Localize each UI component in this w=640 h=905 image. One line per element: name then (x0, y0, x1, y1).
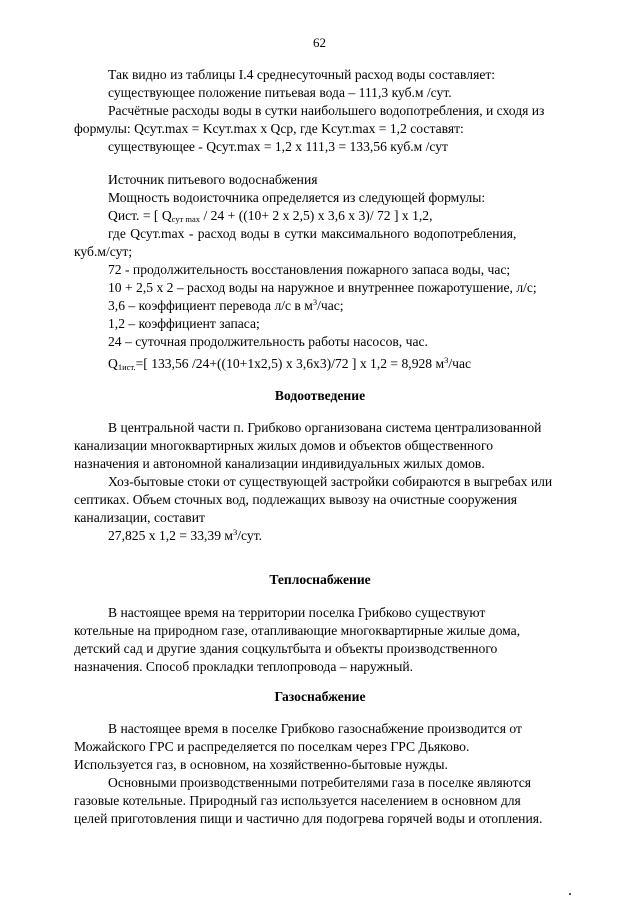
sewerage-p2-line3: канализации, составит (74, 510, 205, 525)
sewerage-p1-line1: В центральной части п. Грибково организована система централизованной (108, 420, 542, 435)
gas-p1-line3: Используется газ, в основном, на хозяйственно-бытовые нужды. (74, 757, 448, 772)
definition-3: 3,6 – коэффициент перевода л/с в $м^3$/час; (108, 297, 344, 313)
gas-p2-line2: газовые котельные. Природный газ используется населением в основном для (74, 793, 521, 808)
scan-speck (569, 893, 571, 895)
gas-title: Газоснабжение (274, 689, 366, 704)
water-p1-line1: Так видно из таблицы I.4 среднесуточный расход воды составляет: (108, 67, 496, 82)
gas-p1-line2: Можайского ГРС и распределяется по поселкам через ГРС Дьяково. (74, 739, 470, 754)
source-formula (108, 207, 433, 224)
source-title: Источник питьевого водоснабжения (108, 172, 318, 187)
formula-q: Qист. (108, 208, 140, 223)
water-p1-line2: существующее положение питьевая вода – 111,3 куб.м /сут. (108, 85, 452, 100)
heating-line1: В настоящее время на территории поселка Грибково существуют (108, 605, 486, 620)
source-result: $Q_{1ист.}=$[ 133,56 /24+((10+1x2,5) x 3,6x3)/72 ] x 1,2 = 8,928 $м^3$/час (108, 355, 472, 372)
water-p2-line1: Расчётные расходы воды в сутки наибольшего водопотребления, и сходя из (108, 103, 545, 118)
water-p2-line2: формулы: Qсут.max = Kсут.max x Qср, где Kсут.max = 1,2 составят: (74, 121, 464, 136)
heating-title: Теплоснабжение (269, 572, 371, 587)
sewerage-p2-line2: септиках. Объем сточных вод, подлежащих вывозу на очистные сооружения (74, 492, 518, 507)
page-number: 62 (313, 35, 326, 50)
definition-5: 24 – суточная продолжительность работы насосов, час. (108, 334, 428, 349)
definition-2: 10 + 2,5 x 2 – расход воды на наружное и внутреннее пожаротушение, л/с; (108, 280, 537, 295)
sewerage-p1-line2: канализации многоквартирных жилых домов и объектов общественного (74, 438, 494, 453)
sewerage-p2-line1: Хоз-бытовые стоки от существующей застройки собираются в выгребах или (108, 474, 553, 489)
where-line1: где Qсут.max - расход воды в сутки максимального водопотребления, (108, 226, 517, 241)
definition-1: 72 - продолжительность восстановления пожарного запаса воды, час; (108, 262, 511, 277)
water-p2-line3: существующее - Qсут.max = 1,2 x 111,3 = 133,56 куб.м /сут (108, 139, 449, 154)
definition-4: 1,2 – коэффициент запаса; (108, 316, 260, 331)
heating-line3: детский сад и другие здания соцкультбыта и объекты производственного (74, 641, 498, 656)
source-line1: Мощность водоисточника определяется из следующей формулы: (108, 190, 486, 205)
gas-p2-line1: Основными производственными потребителями газа в поселке являются (108, 775, 532, 790)
heating-line2: котельные на природном газе, отапливающие многоквартирные жилые дома, (74, 623, 521, 638)
heating-line4: назначения. Способ прокладки теплопровода – наружный. (74, 659, 414, 674)
sewerage-calc: 27,825 x 1,2 = 33,39 $м^3$/сут. (108, 527, 263, 543)
sewerage-title: Водоотведение (274, 388, 366, 403)
formula-open: = [ Q (139, 208, 172, 223)
formula-sub: сут max (171, 214, 201, 224)
sewerage-p1-line3: назначения и автономной канализации индивидуальных жилых домов. (74, 456, 485, 471)
formula-rest: / 24 + ((10+ 2 x 2,5) x 3,6 x 3)/ 72 ] x 1,2, (200, 208, 433, 223)
where-line2: куб.м/сут; (74, 244, 133, 259)
gas-p2-line3: целей приготовления пищи и частично для подогрева горячей воды и отопления. (74, 811, 543, 826)
gas-p1-line1: В настоящее время в поселке Грибково газоснабжение производится от (108, 721, 522, 736)
